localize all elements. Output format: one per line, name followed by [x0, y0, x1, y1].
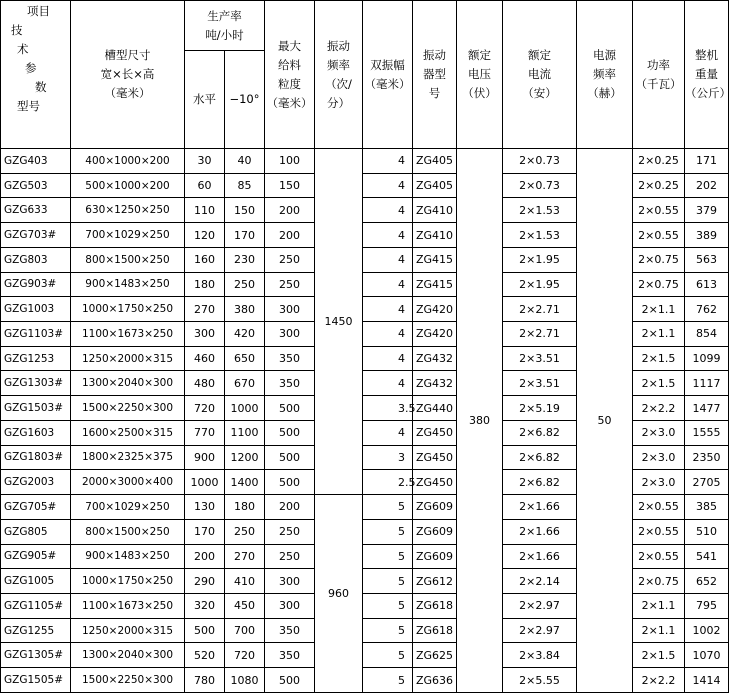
- cell-trough-size: 1250×2000×315: [71, 618, 185, 643]
- cell-prod-incline: 700: [225, 618, 265, 643]
- cell-rated-current: 2×3.51: [503, 371, 577, 396]
- cell-amplitude: 4: [363, 223, 413, 248]
- cell-model: GZG1005: [1, 569, 71, 594]
- cell-trough-size: 1600×2500×315: [71, 420, 185, 445]
- cell-max-feed: 500: [265, 396, 315, 421]
- cell-power: 2×0.55: [633, 198, 685, 223]
- cell-model: GZG1303#: [1, 371, 71, 396]
- cell-max-feed: 200: [265, 223, 315, 248]
- header-line: 吨/小时: [205, 27, 244, 42]
- cell-rated-current: 2×2.97: [503, 618, 577, 643]
- cell-max-feed: 100: [265, 149, 315, 174]
- cell-max-feed: 200: [265, 495, 315, 520]
- cell-trough-size: 900×1483×250: [71, 272, 185, 297]
- cell-model: GZG1503#: [1, 396, 71, 421]
- cell-amplitude: 3.5: [363, 396, 413, 421]
- cell-model: GZG805: [1, 519, 71, 544]
- cell-prod-incline: 85: [225, 173, 265, 198]
- cell-power: 2×1.1: [633, 297, 685, 322]
- cell-trough-size: 1300×2040×300: [71, 371, 185, 396]
- cell-amplitude: 5: [363, 569, 413, 594]
- cell-weight: 1070: [685, 643, 729, 668]
- cell-power: 2×1.5: [633, 643, 685, 668]
- header-line: （伏）: [462, 86, 497, 100]
- header-vibration-frequency: [315, 1, 363, 149]
- cell-rated-current: 2×1.66: [503, 519, 577, 544]
- cell-vibrator-model: ZG432: [413, 371, 457, 396]
- cell-power: 2×0.55: [633, 519, 685, 544]
- header-corner: [1, 1, 71, 149]
- cell-weight: 389: [685, 223, 729, 248]
- cell-vibrator-model: ZG450: [413, 470, 457, 495]
- cell-rated-current: 2×1.66: [503, 544, 577, 569]
- cell-trough-size: 500×1000×200: [71, 173, 185, 198]
- cell-power: 2×0.55: [633, 223, 685, 248]
- header-prod-horizontal: 水平: [185, 51, 225, 149]
- cell-weight: 2350: [685, 445, 729, 470]
- cell-model: GZG703#: [1, 223, 71, 248]
- cell-weight: 171: [685, 149, 729, 174]
- cell-prod-incline: 40: [225, 149, 265, 174]
- cell-vibrator-model: ZG410: [413, 198, 457, 223]
- cell-vibrator-model: ZG612: [413, 569, 457, 594]
- cell-vibrator-model: ZG609: [413, 544, 457, 569]
- cell-rated-current: 2×0.73: [503, 173, 577, 198]
- cell-prod-incline: 410: [225, 569, 265, 594]
- cell-power: 2×1.5: [633, 346, 685, 371]
- header-trough-size: [71, 1, 185, 149]
- header-line: 振动: [327, 38, 350, 53]
- cell-rated-current: 2×1.95: [503, 247, 577, 272]
- cell-trough-size: 1000×1750×250: [71, 297, 185, 322]
- table-body: [1, 149, 729, 693]
- cell-model: GZG705#: [1, 495, 71, 520]
- cell-prod-incline: 670: [225, 371, 265, 396]
- cell-max-feed: 250: [265, 519, 315, 544]
- cell-power-frequency: 50: [577, 149, 633, 693]
- cell-trough-size: 800×1500×250: [71, 247, 185, 272]
- header-weight: [685, 1, 729, 149]
- cell-amplitude: 3: [363, 445, 413, 470]
- cell-weight: 613: [685, 272, 729, 297]
- cell-model: GZG1803#: [1, 445, 71, 470]
- cell-max-feed: 500: [265, 420, 315, 445]
- cell-prod-incline: 380: [225, 297, 265, 322]
- cell-model: GZG1103#: [1, 322, 71, 347]
- cell-power: 2×0.75: [633, 272, 685, 297]
- header-line: 额定: [528, 48, 551, 62]
- corner-line: 术: [17, 42, 29, 56]
- cell-vibrator-model: ZG636: [413, 668, 457, 693]
- cell-power: 2×1.1: [633, 322, 685, 347]
- header-line: 重量: [695, 67, 718, 81]
- cell-vibrator-model: ZG432: [413, 346, 457, 371]
- cell-weight: 563: [685, 247, 729, 272]
- cell-power: 2×2.2: [633, 396, 685, 421]
- cell-vibrator-model: ZG410: [413, 223, 457, 248]
- cell-prod-horizontal: 170: [185, 519, 225, 544]
- cell-prod-horizontal: 780: [185, 668, 225, 693]
- cell-weight: 854: [685, 322, 729, 347]
- cell-prod-incline: 720: [225, 643, 265, 668]
- cell-power: 2×0.75: [633, 569, 685, 594]
- cell-amplitude: 2.5: [363, 470, 413, 495]
- cell-trough-size: 700×1029×250: [71, 495, 185, 520]
- cell-max-feed: 300: [265, 297, 315, 322]
- table-header: [1, 1, 729, 149]
- cell-rated-current: 2×6.82: [503, 420, 577, 445]
- cell-prod-horizontal: 270: [185, 297, 225, 322]
- cell-amplitude: 5: [363, 618, 413, 643]
- cell-prod-horizontal: 200: [185, 544, 225, 569]
- header-power: [633, 1, 685, 149]
- cell-amplitude: 4: [363, 173, 413, 198]
- header-line: 给料: [278, 57, 301, 72]
- cell-trough-size: 1500×2250×300: [71, 396, 185, 421]
- corner-line: 项目: [27, 4, 50, 18]
- header-line: 号: [428, 86, 441, 100]
- cell-weight: 1099: [685, 346, 729, 371]
- cell-prod-horizontal: 1000: [185, 470, 225, 495]
- cell-vibration-frequency: 960: [315, 495, 363, 693]
- cell-max-feed: 250: [265, 544, 315, 569]
- cell-rated-voltage: 380: [457, 149, 503, 693]
- header-line: （安）: [522, 86, 557, 100]
- header-line: 频率: [593, 67, 616, 81]
- cell-vibrator-model: ZG405: [413, 149, 457, 174]
- cell-model: GZG1255: [1, 618, 71, 643]
- cell-model: GZG2003: [1, 470, 71, 495]
- header-rated-voltage: [457, 1, 503, 149]
- cell-max-feed: 500: [265, 668, 315, 693]
- cell-prod-incline: 180: [225, 495, 265, 520]
- cell-power: 2×0.55: [633, 495, 685, 520]
- cell-weight: 762: [685, 297, 729, 322]
- cell-amplitude: 4: [363, 149, 413, 174]
- header-line: 电源: [593, 48, 616, 62]
- cell-power: 2×1.1: [633, 618, 685, 643]
- cell-amplitude: 5: [363, 668, 413, 693]
- cell-prod-horizontal: 30: [185, 149, 225, 174]
- cell-rated-current: 2×1.95: [503, 272, 577, 297]
- cell-prod-horizontal: 500: [185, 618, 225, 643]
- cell-vibrator-model: ZG450: [413, 445, 457, 470]
- cell-amplitude: 4: [363, 297, 413, 322]
- cell-model: GZG1253: [1, 346, 71, 371]
- cell-prod-horizontal: 300: [185, 322, 225, 347]
- cell-prod-horizontal: 130: [185, 495, 225, 520]
- cell-vibrator-model: ZG609: [413, 519, 457, 544]
- cell-model: GZG1003: [1, 297, 71, 322]
- cell-prod-incline: 170: [225, 223, 265, 248]
- header-prod-incline: −10°: [225, 51, 265, 149]
- corner-line: 型号: [17, 99, 40, 113]
- cell-rated-current: 2×2.97: [503, 593, 577, 618]
- cell-prod-horizontal: 480: [185, 371, 225, 396]
- cell-rated-current: 2×5.55: [503, 668, 577, 693]
- cell-prod-horizontal: 110: [185, 198, 225, 223]
- cell-prod-horizontal: 900: [185, 445, 225, 470]
- header-rated-current: [503, 1, 577, 149]
- cell-max-feed: 300: [265, 569, 315, 594]
- cell-prod-horizontal: 180: [185, 272, 225, 297]
- cell-max-feed: 350: [265, 371, 315, 396]
- header-line: 宽×长×高: [100, 67, 155, 81]
- header-amplitude: [363, 1, 413, 149]
- header-line: （公斤）: [685, 86, 731, 100]
- cell-prod-incline: 1400: [225, 470, 265, 495]
- header-line: 粒度: [278, 76, 301, 91]
- cell-weight: 202: [685, 173, 729, 198]
- cell-max-feed: 250: [265, 247, 315, 272]
- cell-rated-current: 2×2.71: [503, 322, 577, 347]
- cell-weight: 385: [685, 495, 729, 520]
- header-line: 电压: [468, 67, 491, 81]
- cell-trough-size: 900×1483×250: [71, 544, 185, 569]
- cell-model: GZG803: [1, 247, 71, 272]
- cell-max-feed: 350: [265, 618, 315, 643]
- header-line: 电流: [528, 67, 551, 81]
- header-line: （次/: [325, 76, 352, 91]
- header-line: 振动: [423, 48, 446, 62]
- cell-prod-incline: 650: [225, 346, 265, 371]
- cell-prod-incline: 1000: [225, 396, 265, 421]
- cell-rated-current: 2×2.71: [503, 297, 577, 322]
- cell-amplitude: 5: [363, 593, 413, 618]
- header-line: 频率: [327, 57, 350, 72]
- cell-weight: 379: [685, 198, 729, 223]
- cell-trough-size: 1300×2040×300: [71, 643, 185, 668]
- cell-prod-horizontal: 320: [185, 593, 225, 618]
- header-line: 额定: [468, 48, 491, 62]
- cell-prod-incline: 250: [225, 272, 265, 297]
- cell-weight: 541: [685, 544, 729, 569]
- cell-prod-horizontal: 520: [185, 643, 225, 668]
- corner-line: 数: [35, 80, 47, 94]
- header-line: （毫米）: [104, 86, 151, 100]
- cell-model: GZG1305#: [1, 643, 71, 668]
- cell-vibrator-model: ZG618: [413, 618, 457, 643]
- cell-vibrator-model: ZG609: [413, 495, 457, 520]
- table-row: [1, 149, 729, 174]
- cell-trough-size: 1800×2325×375: [71, 445, 185, 470]
- cell-prod-horizontal: 770: [185, 420, 225, 445]
- cell-max-feed: 350: [265, 643, 315, 668]
- cell-trough-size: 1250×2000×315: [71, 346, 185, 371]
- cell-vibration-frequency: 1450: [315, 149, 363, 495]
- cell-vibrator-model: ZG450: [413, 420, 457, 445]
- cell-amplitude: 5: [363, 544, 413, 569]
- cell-power: 2×1.1: [633, 593, 685, 618]
- cell-model: GZG403: [1, 149, 71, 174]
- cell-prod-horizontal: 460: [185, 346, 225, 371]
- cell-power: 2×1.5: [633, 371, 685, 396]
- cell-rated-current: 2×1.53: [503, 198, 577, 223]
- cell-rated-current: 2×6.82: [503, 470, 577, 495]
- cell-trough-size: 1500×2250×300: [71, 668, 185, 693]
- cell-prod-incline: 230: [225, 247, 265, 272]
- cell-power: 2×2.2: [633, 668, 685, 693]
- cell-trough-size: 1100×1673×250: [71, 322, 185, 347]
- cell-vibrator-model: ZG420: [413, 322, 457, 347]
- cell-prod-incline: 420: [225, 322, 265, 347]
- corner-line: 参: [25, 61, 37, 75]
- cell-prod-horizontal: 120: [185, 223, 225, 248]
- cell-max-feed: 150: [265, 173, 315, 198]
- cell-weight: 1002: [685, 618, 729, 643]
- cell-model: GZG1505#: [1, 668, 71, 693]
- header-line: 槽型尺寸: [104, 48, 151, 62]
- cell-prod-incline: 1100: [225, 420, 265, 445]
- cell-prod-horizontal: 60: [185, 173, 225, 198]
- cell-rated-current: 2×2.14: [503, 569, 577, 594]
- cell-amplitude: 4: [363, 346, 413, 371]
- header-productivity: [185, 1, 265, 51]
- cell-max-feed: 350: [265, 346, 315, 371]
- header-line: 整机: [695, 48, 718, 62]
- cell-weight: 1117: [685, 371, 729, 396]
- cell-weight: 795: [685, 593, 729, 618]
- cell-vibrator-model: ZG440: [413, 396, 457, 421]
- cell-max-feed: 200: [265, 198, 315, 223]
- cell-power: 2×3.0: [633, 445, 685, 470]
- cell-max-feed: 250: [265, 272, 315, 297]
- cell-weight: 2705: [685, 470, 729, 495]
- cell-max-feed: 500: [265, 470, 315, 495]
- header-line: （毫米）: [364, 76, 411, 91]
- cell-model: GZG503: [1, 173, 71, 198]
- cell-amplitude: 4: [363, 420, 413, 445]
- header-line: 最大: [278, 38, 301, 53]
- cell-power: 2×0.55: [633, 544, 685, 569]
- cell-vibrator-model: ZG420: [413, 297, 457, 322]
- cell-prod-horizontal: 290: [185, 569, 225, 594]
- cell-trough-size: 2000×3000×400: [71, 470, 185, 495]
- cell-power: 2×3.0: [633, 420, 685, 445]
- cell-amplitude: 4: [363, 272, 413, 297]
- cell-vibrator-model: ZG415: [413, 247, 457, 272]
- header-line: （毫米）: [266, 95, 313, 110]
- cell-weight: 1414: [685, 668, 729, 693]
- header-vibrator-model: [413, 1, 457, 149]
- cell-power: 2×0.25: [633, 173, 685, 198]
- cell-rated-current: 2×1.53: [503, 223, 577, 248]
- cell-trough-size: 700×1029×250: [71, 223, 185, 248]
- cell-weight: 1555: [685, 420, 729, 445]
- cell-trough-size: 400×1000×200: [71, 149, 185, 174]
- header-line: 生产率: [207, 8, 242, 23]
- cell-rated-current: 2×5.19: [503, 396, 577, 421]
- cell-max-feed: 300: [265, 593, 315, 618]
- cell-trough-size: 1100×1673×250: [71, 593, 185, 618]
- cell-max-feed: 300: [265, 322, 315, 347]
- header-line: （千瓦）: [635, 76, 682, 91]
- header-line: 器型: [423, 67, 446, 81]
- cell-prod-horizontal: 720: [185, 396, 225, 421]
- cell-prod-horizontal: 160: [185, 247, 225, 272]
- cell-vibrator-model: ZG618: [413, 593, 457, 618]
- cell-trough-size: 630×1250×250: [71, 198, 185, 223]
- header-line: 功率: [647, 57, 670, 72]
- cell-prod-incline: 450: [225, 593, 265, 618]
- cell-rated-current: 2×3.51: [503, 346, 577, 371]
- cell-prod-incline: 150: [225, 198, 265, 223]
- cell-power: 2×0.75: [633, 247, 685, 272]
- cell-model: GZG903#: [1, 272, 71, 297]
- cell-weight: 1477: [685, 396, 729, 421]
- cell-vibrator-model: ZG405: [413, 173, 457, 198]
- cell-rated-current: 2×6.82: [503, 445, 577, 470]
- cell-amplitude: 4: [363, 322, 413, 347]
- cell-model: GZG1105#: [1, 593, 71, 618]
- cell-model: GZG1603: [1, 420, 71, 445]
- cell-vibrator-model: ZG625: [413, 643, 457, 668]
- cell-model: GZG905#: [1, 544, 71, 569]
- cell-amplitude: 4: [363, 371, 413, 396]
- header-line: 分）: [327, 95, 350, 110]
- cell-amplitude: 5: [363, 643, 413, 668]
- cell-trough-size: 800×1500×250: [71, 519, 185, 544]
- cell-vibrator-model: ZG415: [413, 272, 457, 297]
- cell-max-feed: 500: [265, 445, 315, 470]
- header-line: 双振幅: [370, 57, 405, 72]
- cell-prod-incline: 250: [225, 519, 265, 544]
- cell-amplitude: 4: [363, 198, 413, 223]
- header-max-feed: [265, 1, 315, 149]
- cell-prod-incline: 270: [225, 544, 265, 569]
- cell-amplitude: 5: [363, 495, 413, 520]
- cell-weight: 652: [685, 569, 729, 594]
- cell-model: GZG633: [1, 198, 71, 223]
- header-power-frequency: [577, 1, 633, 149]
- cell-rated-current: 2×1.66: [503, 495, 577, 520]
- cell-amplitude: 5: [363, 519, 413, 544]
- cell-trough-size: 1000×1750×250: [71, 569, 185, 594]
- cell-amplitude: 4: [363, 247, 413, 272]
- cell-weight: 510: [685, 519, 729, 544]
- cell-rated-current: 2×0.73: [503, 149, 577, 174]
- cell-power: 2×0.25: [633, 149, 685, 174]
- cell-prod-incline: 1080: [225, 668, 265, 693]
- cell-power: 2×3.0: [633, 470, 685, 495]
- corner-line: 技: [11, 23, 23, 37]
- cell-rated-current: 2×3.84: [503, 643, 577, 668]
- cell-prod-incline: 1200: [225, 445, 265, 470]
- header-line: （赫）: [587, 86, 622, 100]
